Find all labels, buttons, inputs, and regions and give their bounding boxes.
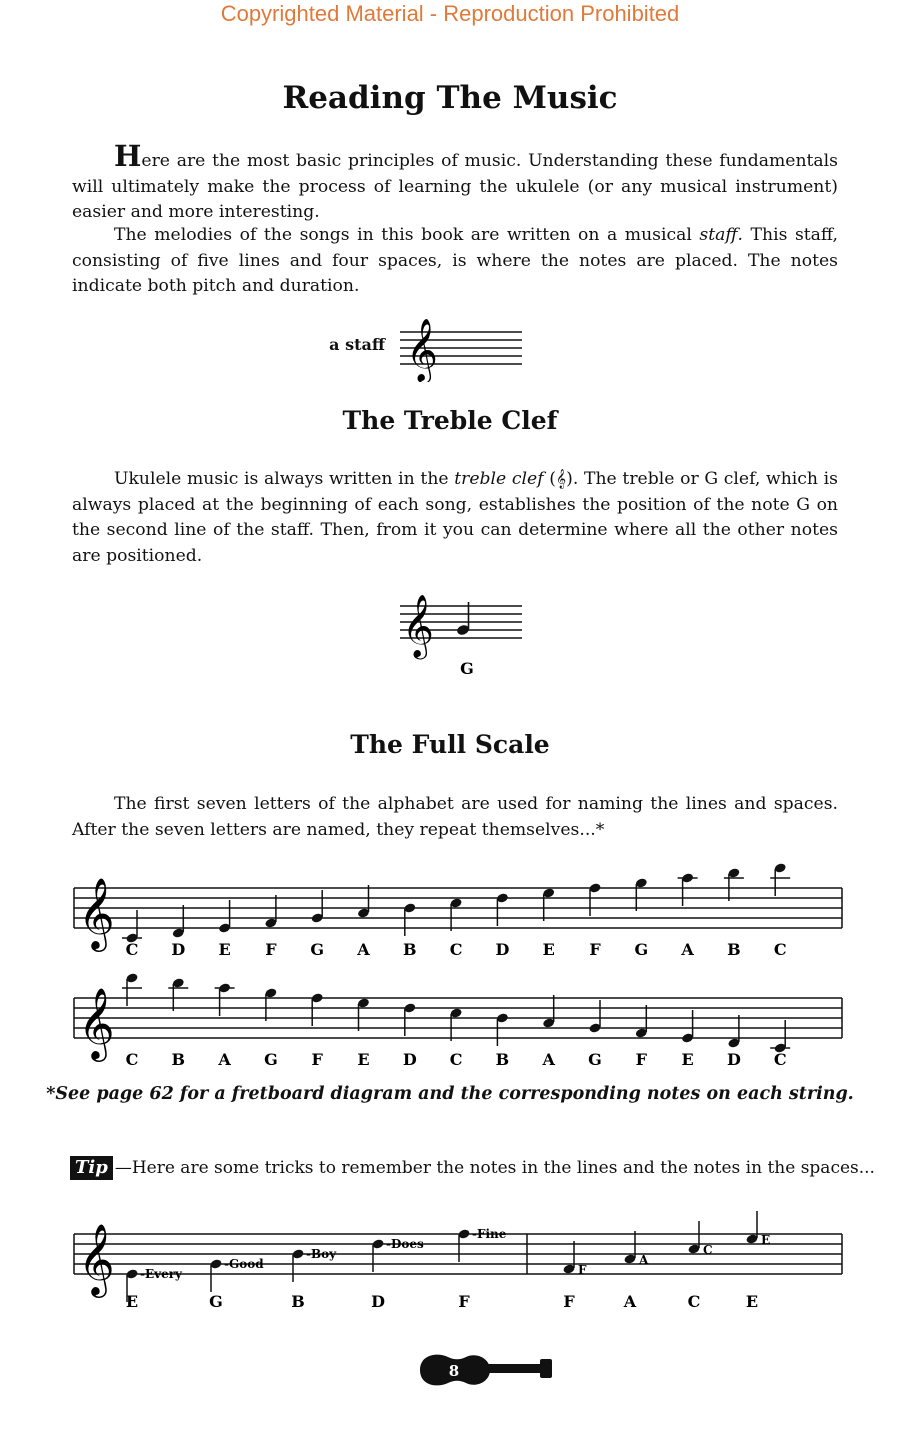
treble-clef-heading: The Treble Clef bbox=[342, 406, 558, 435]
note-label: A bbox=[542, 1050, 555, 1069]
note-label: D bbox=[371, 1292, 385, 1311]
treble-clef-icon: 𝄞 bbox=[78, 1222, 115, 1295]
note-label: B bbox=[403, 940, 417, 959]
note-label: D bbox=[726, 1050, 741, 1069]
note-label: C bbox=[125, 1050, 139, 1069]
note-label: C bbox=[773, 1050, 787, 1069]
mnemonic-word: -Does bbox=[386, 1237, 424, 1251]
treble-term: treble clef bbox=[454, 469, 544, 489]
g-note-label: G bbox=[460, 659, 474, 678]
note-label: G bbox=[310, 940, 325, 959]
staff-paragraph bbox=[72, 223, 838, 300]
copyright-notice: Copyrighted Material - Reproduction Prohibited bbox=[220, 1, 680, 26]
staff-para-text-2: This staff, consisting of five lines and four spaces, is where the notes are placed. The notes indicate both pitch and duration. bbox=[72, 225, 838, 296]
mnemonic-word: A bbox=[639, 1253, 649, 1267]
note-label: C bbox=[773, 940, 787, 959]
intro-paragraph bbox=[72, 139, 838, 226]
treble-paragraph bbox=[72, 467, 838, 569]
note-label: A bbox=[218, 1050, 231, 1069]
tip-line bbox=[70, 1155, 875, 1181]
mnemonic-word: E bbox=[761, 1233, 771, 1247]
note-label: F bbox=[311, 1050, 323, 1069]
note-label: E bbox=[542, 940, 555, 959]
treble-clef-icon: 𝄞 bbox=[402, 594, 434, 657]
note-label: G bbox=[264, 1050, 278, 1069]
mnemonic-word: C bbox=[703, 1243, 713, 1257]
note-label: A bbox=[623, 1292, 637, 1311]
note-label: E bbox=[681, 1050, 694, 1069]
note-label: F bbox=[265, 940, 277, 959]
mnemonic-staff bbox=[70, 1210, 850, 1315]
mnemonic-word: F bbox=[578, 1263, 587, 1277]
note-label: E bbox=[125, 1292, 139, 1311]
note-label: G bbox=[588, 1050, 602, 1069]
treble-para-text-2: (𝄞). The treble or G clef, which is always placed at the beginning of each song, establishes the position of the note G on the second line of the staff. Then, from it you can determine where all the other notes are positioned. bbox=[72, 469, 838, 566]
note-label: B bbox=[727, 940, 741, 959]
note-label: D bbox=[495, 940, 510, 959]
note-label: C bbox=[125, 940, 139, 959]
note-label: A bbox=[357, 940, 370, 959]
staff-term: staff. bbox=[699, 225, 743, 245]
mnemonic-word: -Boy bbox=[306, 1247, 337, 1261]
note-label: D bbox=[171, 940, 186, 959]
note-label: F bbox=[635, 1050, 647, 1069]
intro-text: ere are the most basic principles of music. Understanding these fundamentals will ultimately make the process of learning the ukulele (or any musical instrument) easier and more interesting. bbox=[72, 151, 838, 222]
ukulele-headstock-icon bbox=[540, 1359, 552, 1378]
note-label: F bbox=[458, 1292, 470, 1311]
staff-diagram bbox=[396, 310, 526, 382]
page-title: Reading The Music bbox=[282, 80, 618, 116]
note-label: D bbox=[402, 1050, 417, 1069]
treble-clef-icon: 𝄞 bbox=[406, 318, 438, 381]
treble-para-text-1: Ukulele music is always written in the bbox=[114, 469, 455, 489]
note-label: E bbox=[357, 1050, 370, 1069]
note-label: F bbox=[589, 940, 601, 959]
note-label: G bbox=[634, 940, 649, 959]
footnote: *See page 62 for a fretboard diagram and the corresponding notes on each string. bbox=[46, 1084, 854, 1104]
tip-badge: Tip bbox=[70, 1156, 113, 1180]
g-note-diagram bbox=[396, 592, 526, 682]
ukulele-page-badge bbox=[414, 1348, 554, 1394]
mnemonic-word: -Good bbox=[224, 1257, 264, 1271]
mnemonic-word: -Fine bbox=[472, 1227, 507, 1241]
note-label: B bbox=[171, 1050, 186, 1069]
staff-label: a staff bbox=[329, 335, 385, 354]
note-label: B bbox=[495, 1050, 510, 1069]
treble-clef-icon: 𝄞 bbox=[78, 986, 115, 1059]
note-label: C bbox=[687, 1292, 701, 1311]
scale-paragraph: The first seven letters of the alphabet are used for naming the lines and spaces. After the seven letters are named, they repeat themselves...* bbox=[72, 794, 838, 840]
ascending-scale-staff bbox=[70, 860, 850, 960]
descending-scale-staff bbox=[70, 970, 850, 1070]
staff-para-text-1: The melodies of the songs in this book are written on a musical bbox=[114, 225, 700, 245]
note-label: A bbox=[681, 940, 694, 959]
note-label: B bbox=[291, 1292, 305, 1311]
tip-text: —Here are some tricks to remember the notes in the lines and the notes in the spaces... bbox=[114, 1158, 875, 1178]
note-label: C bbox=[449, 940, 463, 959]
note-label: E bbox=[745, 1292, 759, 1311]
note-label: G bbox=[209, 1292, 223, 1311]
note-label: C bbox=[449, 1050, 463, 1069]
treble-clef-icon: 𝄞 bbox=[78, 876, 115, 949]
full-scale-heading: The Full Scale bbox=[350, 730, 550, 759]
mnemonic-word: -Every bbox=[140, 1267, 183, 1281]
note-label: F bbox=[563, 1292, 575, 1311]
page-number: 8 bbox=[448, 1362, 460, 1380]
note-label: E bbox=[218, 940, 231, 959]
drop-cap: H bbox=[114, 139, 142, 173]
